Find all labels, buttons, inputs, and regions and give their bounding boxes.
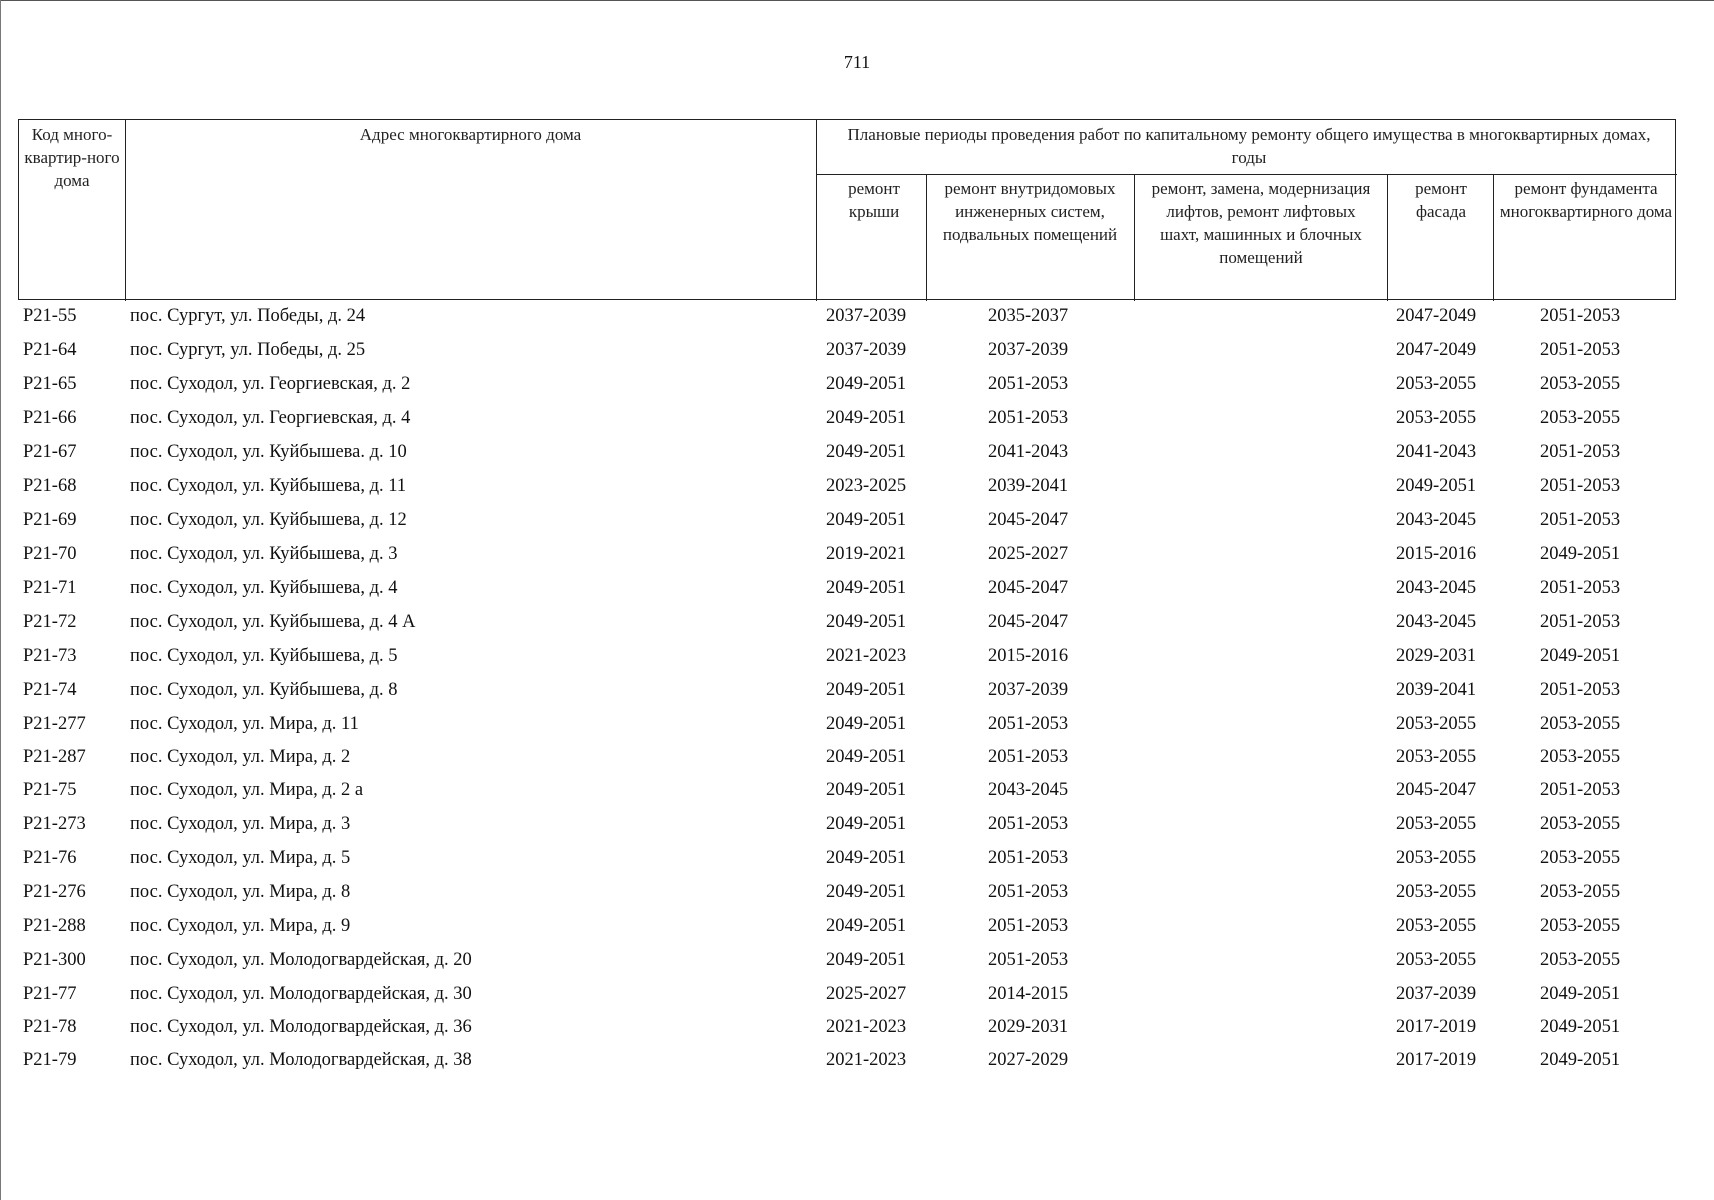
cell-address: пос. Суходол, ул. Мира, д. 5 <box>130 848 351 868</box>
cell-roof: 2049-2051 <box>826 374 907 394</box>
cell-engineering: 2045-2047 <box>988 578 1069 598</box>
cell-engineering: 2029-2031 <box>988 1017 1069 1037</box>
cell-foundation: 2051-2053 <box>1540 340 1621 360</box>
cell-roof: 2021-2023 <box>826 646 907 666</box>
header-divider <box>816 174 1677 175</box>
cell-code: P21-64 <box>23 340 77 360</box>
cell-facade: 2015-2016 <box>1396 544 1477 564</box>
cell-foundation: 2053-2055 <box>1540 950 1621 970</box>
cell-code: P21-287 <box>23 747 86 767</box>
cell-roof: 2049-2051 <box>826 814 907 834</box>
cell-roof: 2049-2051 <box>826 408 907 428</box>
table-row <box>0 544 1714 578</box>
cell-address: пос. Суходол, ул. Мира, д. 9 <box>130 916 351 936</box>
cell-foundation: 2053-2055 <box>1540 374 1621 394</box>
table-row <box>0 340 1714 374</box>
header-address: Адрес многоквартирного дома <box>359 125 582 144</box>
header-divider <box>125 120 126 301</box>
table-row <box>0 848 1714 882</box>
cell-roof: 2049-2051 <box>826 612 907 632</box>
cell-facade: 2053-2055 <box>1396 916 1477 936</box>
cell-address: пос. Суходол, ул. Куйбышева, д. 5 <box>130 646 398 666</box>
cell-facade: 2053-2055 <box>1396 882 1477 902</box>
cell-code: P21-74 <box>23 680 77 700</box>
cell-code: P21-79 <box>23 1050 77 1070</box>
cell-address: пос. Сургут, ул. Победы, д. 25 <box>130 340 366 360</box>
cell-facade: 2053-2055 <box>1396 408 1477 428</box>
cell-roof: 2037-2039 <box>826 306 907 326</box>
table-row <box>0 476 1714 510</box>
cell-engineering: 2051-2053 <box>988 374 1069 394</box>
header-engineering: ремонт внутридомовых инженерных систем, подвальных помещений <box>942 179 1118 244</box>
header-periods: Плановые периоды проведения работ по капитальному ремонту общего имущества в многоквартирных домах, годы <box>847 125 1651 167</box>
cell-engineering: 2051-2053 <box>988 848 1069 868</box>
cell-engineering: 2037-2039 <box>988 340 1069 360</box>
table-row <box>0 510 1714 544</box>
table-header <box>18 119 1676 300</box>
cell-engineering: 2045-2047 <box>988 612 1069 632</box>
cell-code: P21-70 <box>23 544 77 564</box>
cell-code: P21-276 <box>23 882 86 902</box>
header-code: Код много-квартир-ного дома <box>24 125 120 190</box>
cell-address: пос. Суходол, ул. Куйбышева, д. 11 <box>130 476 407 496</box>
cell-roof: 2049-2051 <box>826 442 907 462</box>
cell-engineering: 2027-2029 <box>988 1050 1069 1070</box>
cell-address: пос. Суходол, ул. Георгиевская, д. 4 <box>130 408 411 428</box>
cell-engineering: 2035-2037 <box>988 306 1069 326</box>
cell-roof: 2049-2051 <box>826 714 907 734</box>
cell-facade: 2017-2019 <box>1396 1050 1477 1070</box>
cell-engineering: 2051-2053 <box>988 950 1069 970</box>
cell-facade: 2039-2041 <box>1396 680 1477 700</box>
cell-facade: 2053-2055 <box>1396 747 1477 767</box>
cell-engineering: 2051-2053 <box>988 714 1069 734</box>
cell-address: пос. Суходол, ул. Молодогвардейская, д. 36 <box>130 1017 472 1037</box>
cell-address: пос. Суходол, ул. Мира, д. 2 <box>130 747 351 767</box>
cell-foundation: 2049-2051 <box>1540 544 1621 564</box>
cell-code: P21-69 <box>23 510 77 530</box>
cell-engineering: 2039-2041 <box>988 476 1069 496</box>
cell-code: P21-68 <box>23 476 77 496</box>
cell-foundation: 2051-2053 <box>1540 442 1621 462</box>
cell-foundation: 2051-2053 <box>1540 680 1621 700</box>
cell-facade: 2041-2043 <box>1396 442 1477 462</box>
cell-code: P21-55 <box>23 306 77 326</box>
page-number: 711 <box>843 52 871 72</box>
cell-foundation: 2053-2055 <box>1540 882 1621 902</box>
cell-roof: 2049-2051 <box>826 747 907 767</box>
cell-facade: 2053-2055 <box>1396 848 1477 868</box>
cell-facade: 2047-2049 <box>1396 306 1477 326</box>
cell-facade: 2043-2045 <box>1396 578 1477 598</box>
header-facade: ремонт фасада <box>1415 179 1467 221</box>
cell-address: пос. Суходол, ул. Молодогвардейская, д. 38 <box>130 1050 472 1070</box>
cell-roof: 2049-2051 <box>826 916 907 936</box>
cell-facade: 2053-2055 <box>1396 714 1477 734</box>
table-row <box>0 747 1714 781</box>
cell-roof: 2049-2051 <box>826 848 907 868</box>
cell-roof: 2023-2025 <box>826 476 907 496</box>
cell-address: пос. Сургут, ул. Победы, д. 24 <box>130 306 366 326</box>
cell-foundation: 2051-2053 <box>1540 612 1621 632</box>
cell-foundation: 2053-2055 <box>1540 916 1621 936</box>
cell-engineering: 2045-2047 <box>988 510 1069 530</box>
cell-code: P21-77 <box>23 984 77 1004</box>
table-row <box>0 882 1714 916</box>
table-row <box>0 442 1714 476</box>
cell-code: P21-73 <box>23 646 77 666</box>
cell-engineering: 2043-2045 <box>988 780 1069 800</box>
table-row <box>0 578 1714 612</box>
cell-facade: 2047-2049 <box>1396 340 1477 360</box>
cell-code: P21-300 <box>23 950 86 970</box>
header-divider <box>1493 174 1494 301</box>
cell-code: P21-273 <box>23 814 86 834</box>
cell-code: P21-71 <box>23 578 77 598</box>
table-row <box>0 612 1714 646</box>
cell-facade: 2053-2055 <box>1396 814 1477 834</box>
cell-foundation: 2049-2051 <box>1540 646 1621 666</box>
cell-address: пос. Суходол, ул. Георгиевская, д. 2 <box>130 374 411 394</box>
cell-foundation: 2053-2055 <box>1540 814 1621 834</box>
cell-foundation: 2049-2051 <box>1540 1017 1621 1037</box>
cell-address: пос. Суходол, ул. Молодогвардейская, д. 20 <box>130 950 472 970</box>
table-row <box>0 780 1714 814</box>
cell-foundation: 2049-2051 <box>1540 1050 1621 1070</box>
cell-foundation: 2051-2053 <box>1540 510 1621 530</box>
cell-facade: 2029-2031 <box>1396 646 1477 666</box>
header-divider <box>816 120 817 301</box>
cell-roof: 2049-2051 <box>826 780 907 800</box>
cell-address: пос. Суходол, ул. Куйбышева, д. 4 <box>130 578 398 598</box>
header-divider <box>1387 174 1388 301</box>
cell-engineering: 2051-2053 <box>988 916 1069 936</box>
table-row <box>0 374 1714 408</box>
table-row <box>0 714 1714 748</box>
cell-code: P21-277 <box>23 714 86 734</box>
cell-engineering: 2051-2053 <box>988 408 1069 428</box>
cell-facade: 2045-2047 <box>1396 780 1477 800</box>
table-row <box>0 814 1714 848</box>
header-divider <box>1134 174 1135 301</box>
cell-roof: 2021-2023 <box>826 1050 907 1070</box>
cell-foundation: 2051-2053 <box>1540 780 1621 800</box>
cell-address: пос. Суходол, ул. Молодогвардейская, д. 30 <box>130 984 472 1004</box>
cell-foundation: 2053-2055 <box>1540 714 1621 734</box>
cell-foundation: 2053-2055 <box>1540 848 1621 868</box>
cell-facade: 2053-2055 <box>1396 950 1477 970</box>
cell-roof: 2049-2051 <box>826 578 907 598</box>
table-row <box>0 1050 1714 1084</box>
cell-roof: 2049-2051 <box>826 680 907 700</box>
cell-engineering: 2051-2053 <box>988 882 1069 902</box>
cell-address: пос. Суходол, ул. Куйбышева, д. 3 <box>130 544 398 564</box>
cell-foundation: 2051-2053 <box>1540 578 1621 598</box>
cell-roof: 2049-2051 <box>826 882 907 902</box>
cell-code: P21-78 <box>23 1017 77 1037</box>
cell-foundation: 2053-2055 <box>1540 747 1621 767</box>
cell-engineering: 2015-2016 <box>988 646 1069 666</box>
cell-foundation: 2053-2055 <box>1540 408 1621 428</box>
header-roof: ремонт крыши <box>848 179 900 221</box>
cell-facade: 2037-2039 <box>1396 984 1477 1004</box>
cell-engineering: 2041-2043 <box>988 442 1069 462</box>
cell-code: P21-72 <box>23 612 77 632</box>
cell-facade: 2049-2051 <box>1396 476 1477 496</box>
cell-engineering: 2051-2053 <box>988 747 1069 767</box>
cell-engineering: 2051-2053 <box>988 814 1069 834</box>
cell-roof: 2019-2021 <box>826 544 907 564</box>
cell-facade: 2043-2045 <box>1396 510 1477 530</box>
table-row <box>0 408 1714 442</box>
cell-facade: 2043-2045 <box>1396 612 1477 632</box>
cell-roof: 2021-2023 <box>826 1017 907 1037</box>
cell-foundation: 2051-2053 <box>1540 306 1621 326</box>
table-row <box>0 646 1714 680</box>
cell-roof: 2025-2027 <box>826 984 907 1004</box>
cell-code: P21-76 <box>23 848 77 868</box>
table-row <box>0 680 1714 714</box>
table-row <box>0 950 1714 984</box>
cell-roof: 2049-2051 <box>826 950 907 970</box>
cell-address: пос. Суходол, ул. Мира, д. 8 <box>130 882 351 902</box>
cell-address: пос. Суходол, ул. Мира, д. 3 <box>130 814 351 834</box>
header-divider <box>926 174 927 301</box>
cell-address: пос. Суходол, ул. Мира, д. 2 а <box>130 780 364 800</box>
cell-code: P21-65 <box>23 374 77 394</box>
cell-engineering: 2037-2039 <box>988 680 1069 700</box>
cell-address: пос. Суходол, ул. Мира, д. 11 <box>130 714 359 734</box>
header-elevators: ремонт, замена, модернизация лифтов, ремонт лифтовых шахт, машинных и блочных помещений <box>1151 179 1371 267</box>
cell-facade: 2017-2019 <box>1396 1017 1477 1037</box>
header-foundation: ремонт фундамента многоквартирного дома <box>1499 179 1673 221</box>
cell-address: пос. Суходол, ул. Куйбышева. д. 10 <box>130 442 407 462</box>
cell-address: пос. Суходол, ул. Куйбышева, д. 12 <box>130 510 407 530</box>
cell-code: P21-288 <box>23 916 86 936</box>
page-border <box>0 0 1714 1</box>
cell-code: P21-66 <box>23 408 77 428</box>
cell-address: пос. Суходол, ул. Куйбышева, д. 8 <box>130 680 398 700</box>
cell-code: P21-67 <box>23 442 77 462</box>
cell-address: пос. Суходол, ул. Куйбышева, д. 4 А <box>130 612 416 632</box>
table-row <box>0 984 1714 1018</box>
cell-engineering: 2014-2015 <box>988 984 1069 1004</box>
cell-code: P21-75 <box>23 780 77 800</box>
table-row <box>0 1017 1714 1051</box>
cell-roof: 2049-2051 <box>826 510 907 530</box>
table-row <box>0 306 1714 340</box>
cell-foundation: 2049-2051 <box>1540 984 1621 1004</box>
cell-roof: 2037-2039 <box>826 340 907 360</box>
cell-engineering: 2025-2027 <box>988 544 1069 564</box>
table-row <box>0 916 1714 950</box>
cell-facade: 2053-2055 <box>1396 374 1477 394</box>
cell-foundation: 2051-2053 <box>1540 476 1621 496</box>
